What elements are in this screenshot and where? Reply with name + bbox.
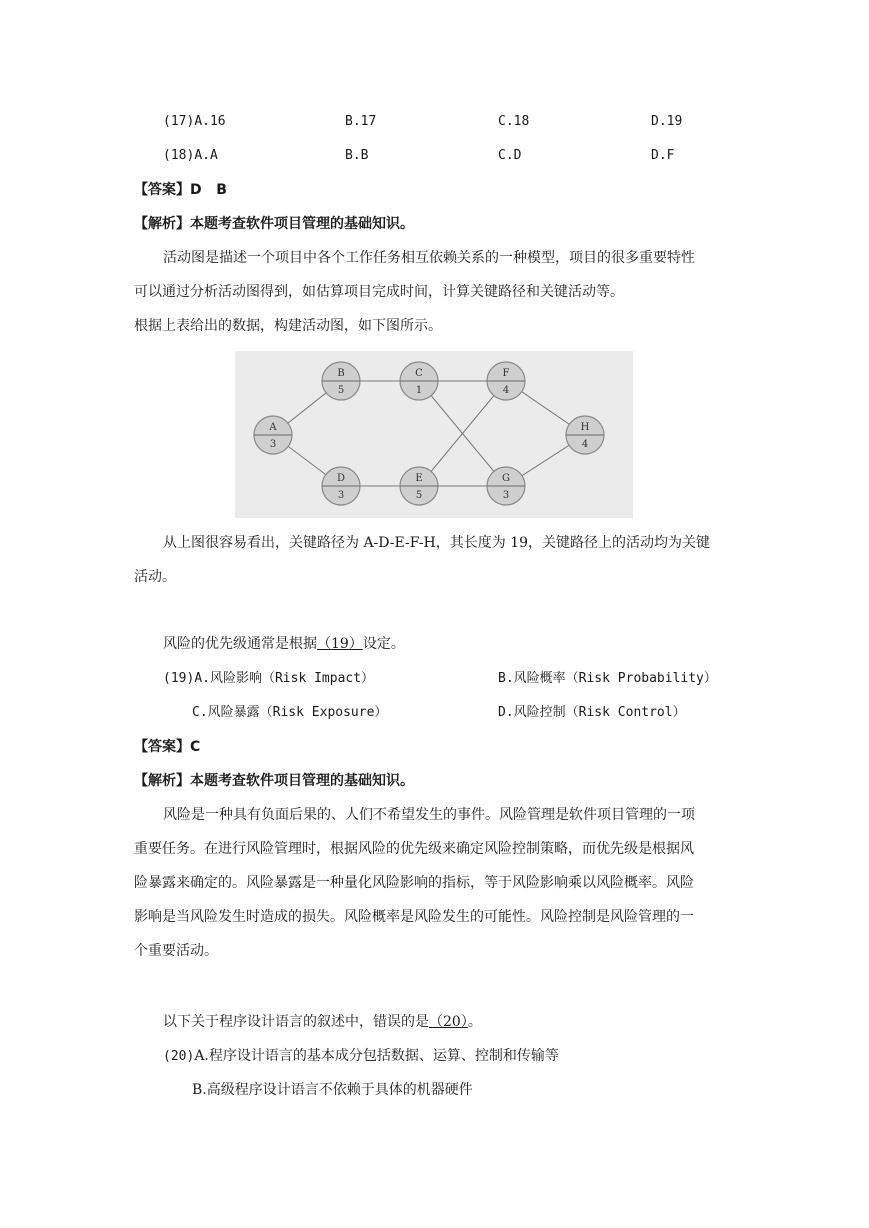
q17-number: (17): [163, 114, 195, 129]
node-D-name: D: [336, 473, 346, 484]
q19-blank: （19）: [317, 636, 363, 652]
node-H-name: H: [580, 422, 590, 433]
edge-G-H: [522, 445, 569, 475]
node-B: [322, 362, 360, 400]
q18-option-c: C.D: [498, 148, 522, 163]
paragraph-3-line: 个重要活动。: [134, 943, 218, 959]
q19-option-b: B.风险概率（Risk Probability）: [498, 671, 717, 686]
q19-stem: 风险的优先级通常是根据（19）设定。: [163, 636, 405, 652]
q18-number: (18): [163, 148, 195, 163]
q19-option-c: C.风险暴露（Risk Exposure）: [192, 705, 388, 720]
paragraph-3-line: 风险是一种具有负面后果的、人们不希望发生的事件。风险管理是软件项目管理的一项: [163, 807, 695, 823]
node-F-duration: 4: [502, 385, 510, 396]
explanation-1-heading: 【解析】本题考查软件项目管理的基础知识。: [134, 216, 414, 232]
node-H-duration: 4: [581, 439, 589, 450]
q20-number: (20): [163, 1049, 195, 1064]
activity-diagram: [235, 351, 633, 518]
node-C: [400, 362, 438, 400]
q17-option-d: D.19: [651, 114, 683, 129]
node-B-duration: 5: [337, 385, 345, 396]
q17-option-c: C.18: [498, 114, 530, 129]
q17-option-b: B.17: [345, 114, 377, 129]
q20-option-b: B.高级程序设计语言不依赖于具体的机器硬件: [192, 1082, 473, 1098]
node-G: [487, 467, 525, 505]
q19-number: (19): [163, 671, 195, 686]
q18-option-d: D.F: [651, 148, 675, 163]
node-B-name: B: [337, 368, 345, 379]
paragraph-2-line: 活动。: [134, 569, 176, 585]
paragraph-3-line: 险暴露来确定的。风险暴露是一种量化风险影响的指标，等于风险影响乘以风险概率。风险: [134, 875, 694, 891]
node-A-name: A: [269, 422, 277, 433]
node-C-duration: 1: [415, 385, 423, 396]
node-C-name: C: [415, 368, 423, 379]
answer-2: 【答案】C: [134, 739, 201, 755]
node-H: [566, 416, 604, 454]
q20-blank: （20）: [429, 1014, 468, 1030]
edge-A-D: [288, 446, 326, 474]
node-G-name: G: [502, 473, 510, 484]
node-E-duration: 5: [415, 490, 423, 501]
q18-option-a: (18)A.A: [163, 148, 218, 163]
answer-1: 【答案】D B: [134, 182, 227, 198]
node-F-name: F: [502, 368, 510, 379]
node-A: [254, 416, 292, 454]
explanation-2-heading: 【解析】本题考查软件项目管理的基础知识。: [134, 773, 414, 789]
paragraph-3-line: 影响是当风险发生时造成的损失。风险概率是风险发生的可能性。风险控制是风险管理的一: [134, 909, 694, 925]
node-G-duration: 3: [502, 490, 510, 501]
paragraph-2-line: 从上图很容易看出，关键路径为 A-D-E-F-H，其长度为 19，关键路径上的活动均为关键: [163, 535, 711, 551]
node-E: [400, 467, 438, 505]
q19-option-a: (19)A.风险影响（Risk Impact）: [163, 671, 375, 686]
paragraph-3-line: 重要任务。在进行风险管理时，根据风险的优先级来确定风险控制策略，而优先级是根据风: [134, 841, 694, 857]
q19-option-d: D.风险控制（Risk Control）: [498, 705, 686, 720]
node-D: [322, 467, 360, 505]
q20-option-a: (20)A.程序设计语言的基本成分包括数据、运算、控制和传输等: [163, 1048, 559, 1064]
node-D-duration: 3: [337, 490, 345, 501]
q18-option-b: B.B: [345, 148, 369, 163]
paragraph-1-line: 可以通过分析活动图得到，如估算项目完成时间，计算关键路径和关键活动等。: [134, 284, 624, 300]
node-F: [487, 362, 525, 400]
edge-A-B: [288, 393, 326, 423]
q17-option-a: (17)A.16: [163, 114, 226, 129]
activity-diagram-svg: [235, 351, 633, 518]
edge-F-H: [522, 392, 570, 425]
paragraph-1-line: 活动图是描述一个项目中各个工作任务相互依赖关系的一种模型，项目的很多重要特性: [163, 250, 695, 266]
node-A-duration: 3: [269, 439, 277, 450]
paragraph-1-line: 根据上表给出的数据，构建活动图，如下图所示。: [134, 318, 442, 334]
q20-stem: 以下关于程序设计语言的叙述中，错误的是（20）。: [163, 1014, 482, 1030]
node-E-name: E: [415, 473, 423, 484]
